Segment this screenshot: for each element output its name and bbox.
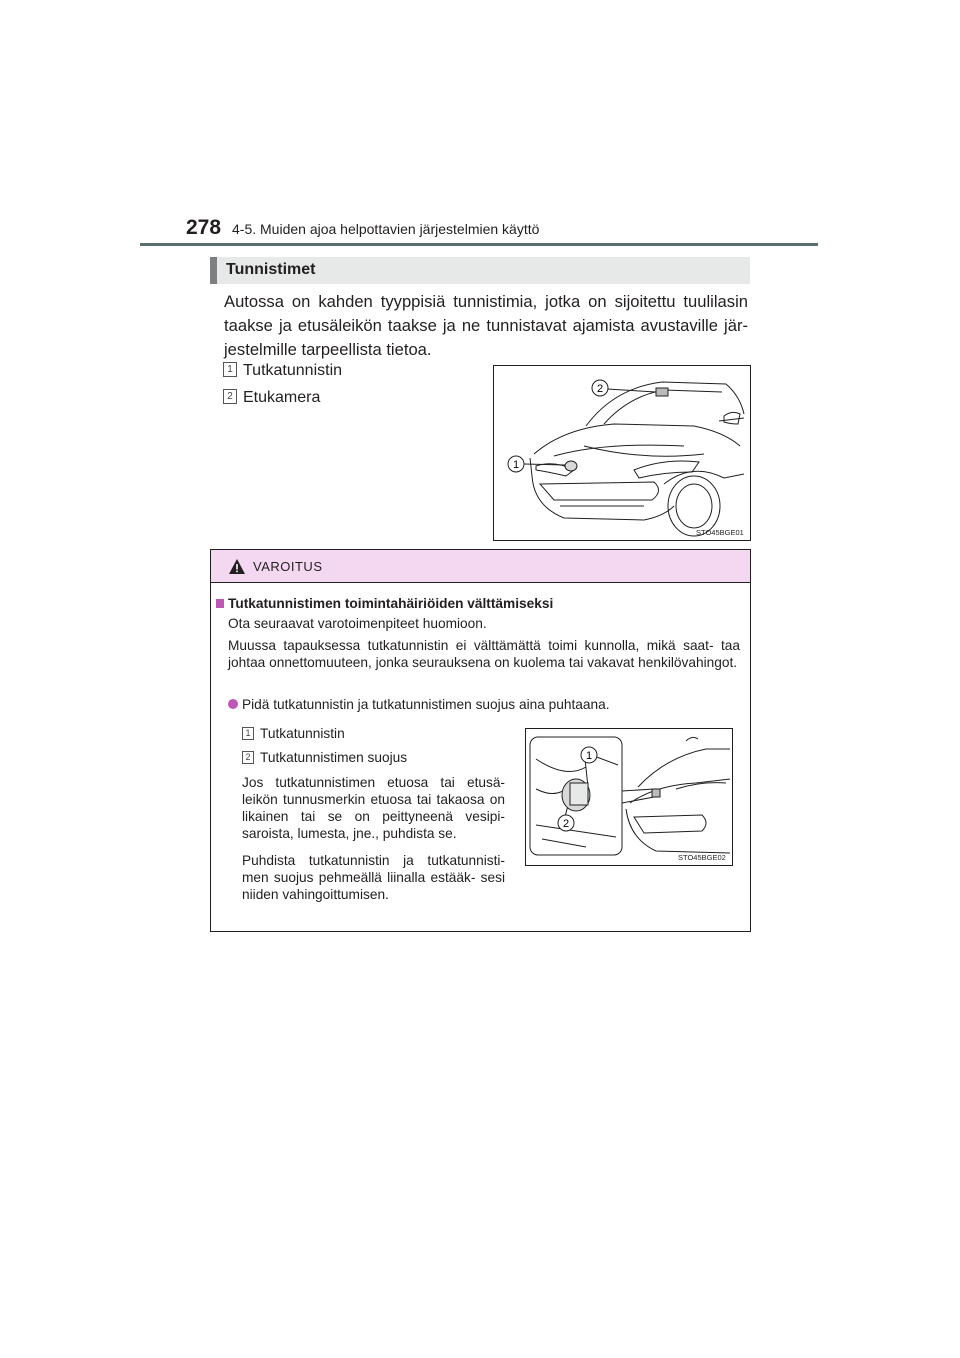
section-heading-bar xyxy=(210,257,750,284)
figure-callout-2: 2 xyxy=(596,383,604,395)
section-title: Tunnistimet xyxy=(226,261,316,278)
legend-label-2: Etukamera xyxy=(243,389,321,406)
figure-code: STO45BGE01 xyxy=(696,528,744,537)
warning-paragraph: Muussa tapauksessa tutkatunnistin ei välttämättä toimi kunnolla, mikä saat- taa johtaa onnettomuuteen, jonka seurauksena on kuolema tai vakavat henkilövahingot. xyxy=(228,638,740,670)
warning-triangle-icon xyxy=(228,558,246,575)
figure2-callout-1: 1 xyxy=(585,750,593,762)
round-bullet xyxy=(228,699,238,709)
square-bullet xyxy=(216,599,224,608)
figure2-callout-2: 2 xyxy=(562,818,570,830)
warning-heading: Tutkatunnistimen toimintahäiriöiden välttämiseksi xyxy=(228,596,554,611)
legend-label-1: Tutkatunnistin xyxy=(243,362,343,379)
warning-bullet-text: Pidä tutkatunnistin ja tutkatunnistimen suojus aina puhtaana. xyxy=(242,697,610,712)
warning-cleaning-paragraph: Jos tutkatunnistimen etuosa tai etusä- leikön tunnusmerkin etuosa tai takaosa on likainen tai se on peittyneenä vesipi- saroista, lumesta, jne., puhdista se. xyxy=(242,775,505,841)
warning-care-paragraph: Puhdista tutkatunnistin ja tutkatunnisti- men suojus pehmeällä liinalla estääk- sesi niiden vahingoittumisen. xyxy=(242,853,505,902)
intro-paragraph: Autossa on kahden tyyppisiä tunnistimia, jotka on sijoitettu tuulilasin taakse ja etusäleikön taakse ja ne tunnistavat ajamista avustaville jär- jestelmille tarpeellista tietoa. xyxy=(224,292,748,359)
warning-header xyxy=(211,550,750,583)
section-marker xyxy=(210,257,217,284)
header-rule xyxy=(140,243,818,246)
warning-line: Ota seuraavat varotoimenpiteet huomioon. xyxy=(228,616,487,631)
page-number: 278 xyxy=(186,216,222,239)
warning-legend-number-1: 1 xyxy=(242,727,254,740)
car-sensor-figure xyxy=(493,365,751,541)
warning-legend-label-1: Tutkatunnistin xyxy=(260,726,345,741)
warning-legend-number-2: 2 xyxy=(242,751,254,764)
figure2-code: STO45BGE02 xyxy=(678,853,726,862)
legend-number-1: 1 xyxy=(223,362,237,377)
figure-callout-1: 1 xyxy=(512,459,520,471)
warning-box xyxy=(210,549,751,932)
sensor-cover-figure xyxy=(525,728,733,866)
warning-title: VAROITUS xyxy=(253,559,323,574)
warning-legend-label-2: Tutkatunnistimen suojus xyxy=(260,750,408,765)
sensor-closeup-illustration xyxy=(526,729,732,865)
car-front-illustration xyxy=(494,366,750,540)
chapter-title: 4-5. Muiden ajoa helpottavien järjestelmien käyttö xyxy=(232,221,540,237)
legend-number-2: 2 xyxy=(223,389,237,404)
